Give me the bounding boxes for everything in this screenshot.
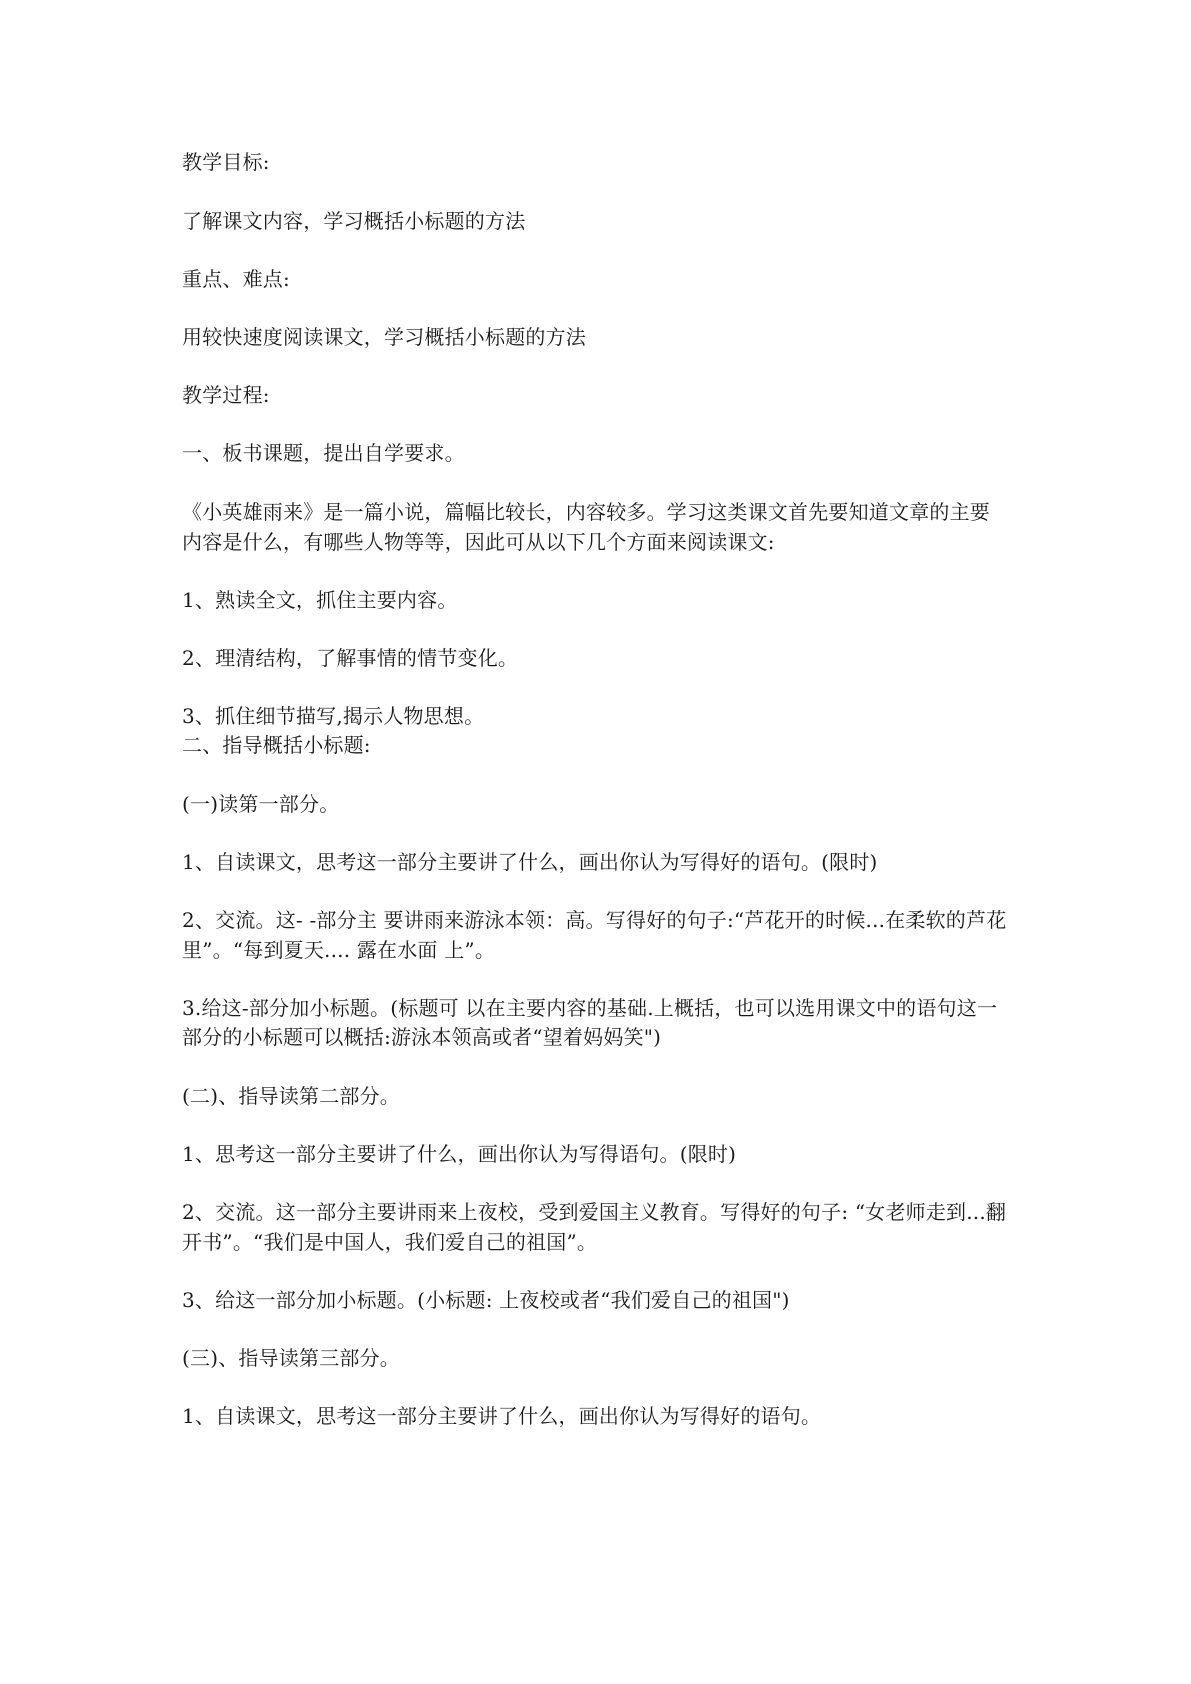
list-item: 3、抓住细节描写,揭示人物思想。 (182, 704, 485, 728)
subsection-three-heading: (三)、指导读第三部分。 (182, 1346, 401, 1370)
heading-teaching-goals: 教学目标: (182, 150, 270, 174)
section-two-heading: 二、指导概括小标题: (182, 733, 371, 757)
list-item: 3、给这一部分加小标题。(小标题: 上夜校或者“我们爱自己的祖国") (182, 1288, 790, 1312)
heading-process: 教学过程: (182, 383, 270, 407)
text-key-points: 用较快速度阅读课文，学习概括小标题的方法 (182, 325, 586, 349)
heading-key-points: 重点、难点: (182, 267, 290, 291)
list-item-line-2: 部分的小标题可以概括:游泳本领高或者“望着妈妈笑") (182, 1025, 662, 1049)
list-item-line-1: 3.给这-部分加小标题。(标题可 以在主要内容的基础.上概括，也可以选用课文中的语句这一 (182, 996, 998, 1020)
list-item-line-1: 2、交流。这- -部分主 要讲雨来游泳本领：高。写得好的句子:“芦花开的时候...在柔软的芦花 (182, 908, 1007, 932)
list-item-line-2: 开书”。“我们是中国人，我们爱自己的祖国”。 (182, 1230, 598, 1254)
text-goal: 了解课文内容，学习概括小标题的方法 (182, 209, 526, 233)
list-item: 1、熟读全文，抓住主要内容。 (182, 588, 458, 612)
list-item: 1、自读课文，思考这一部分主要讲了什么，画出你认为写得好的语句。 (182, 1404, 822, 1428)
subsection-two-heading: (二)、指导读第二部分。 (182, 1084, 401, 1108)
subsection-one-heading: (一)读第一部分。 (182, 792, 340, 816)
list-item: 1、自读课文，思考这一部分主要讲了什么，画出你认为写得好的语句。(限时) (182, 850, 878, 874)
list-item: 1、思考这一部分主要讲了什么，画出你认为写得语句。(限时) (182, 1142, 737, 1166)
paragraph-intro-line-2: 内容是什么，有哪些人物等等，因此可从以下几个方面来阅读课文: (182, 530, 775, 554)
section-one-heading: 一、板书课题，提出自学要求。 (182, 441, 465, 465)
list-item-line-2: 里”。“每到夏天.... 露在水面 上”。 (182, 938, 496, 962)
list-item-line-1: 2、交流。这一部分主要讲雨来上夜校，受到爱国主义教育。写得好的句子: “女老师走到...翻 (182, 1200, 1007, 1224)
paragraph-intro-line-1: 《小英雄雨来》是一篇小说，篇幅比较长，内容较多。学习这类课文首先要知道文章的主要 (182, 500, 990, 524)
list-item: 2、理清结构，了解事情的情节变化。 (182, 646, 519, 670)
